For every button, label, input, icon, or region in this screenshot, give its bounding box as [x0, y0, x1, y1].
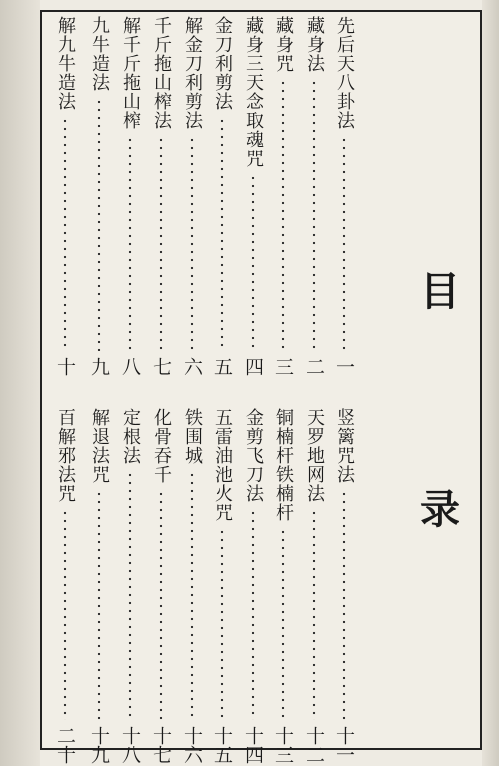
toc-entry [179, 16, 205, 376]
toc-entry-page: 五 [211, 357, 233, 376]
toc-entry-page: 二十 [54, 726, 76, 764]
toc-entry-title: 解退法咒 [89, 408, 110, 484]
dot-leader [220, 528, 224, 720]
dot-leader [251, 174, 255, 351]
dot-leader [220, 117, 224, 351]
toc-entry-page: 十 [54, 357, 76, 376]
toc-entry-page: 二 [303, 357, 325, 376]
toc-entry-page: 十八 [119, 726, 141, 764]
toc-heading-char-1: 目 [420, 268, 460, 315]
toc-entry [86, 408, 112, 764]
toc-entry [301, 408, 327, 764]
toc-entry-page: 十一 [333, 726, 355, 764]
toc-entry-page: 八 [119, 357, 141, 376]
toc-entry-title: 竖篱咒法 [334, 408, 355, 484]
page-left-margin [0, 0, 40, 766]
toc-entry [301, 16, 327, 376]
page-right-margin [482, 0, 499, 766]
toc-entry [240, 408, 266, 764]
dot-leader [342, 490, 346, 720]
toc-entry [209, 408, 235, 764]
toc-entry [209, 16, 235, 376]
toc-entry-title: 化骨吞千 [151, 408, 172, 484]
toc-entry-title: 千斤拖山榨法 [151, 16, 172, 130]
dot-leader [281, 79, 285, 351]
toc-entry-title: 先后天八卦法 [334, 16, 355, 130]
toc-entry [117, 16, 143, 376]
toc-entry-page: 十五 [211, 726, 233, 764]
toc-entry [270, 408, 296, 764]
toc-entry [148, 408, 174, 764]
dot-leader [159, 136, 163, 351]
toc-entry [52, 408, 78, 764]
toc-entry-title: 九牛造法 [89, 16, 110, 92]
dot-leader [251, 509, 255, 720]
toc-entry [240, 16, 266, 376]
dot-leader [312, 79, 316, 351]
dot-leader [97, 98, 101, 351]
dot-leader [97, 490, 101, 720]
toc-entry-page: 十六 [181, 726, 203, 764]
toc-entry [270, 16, 296, 376]
dot-leader [190, 471, 194, 720]
toc-entry-page: 一 [333, 357, 355, 376]
dot-leader [63, 117, 67, 351]
toc-entry-page: 十七 [150, 726, 172, 764]
toc-entry-page: 九 [88, 357, 110, 376]
dot-leader [128, 136, 132, 351]
toc-entry-title: 藏身法 [304, 16, 325, 73]
toc-entry [86, 16, 112, 376]
toc-entry-title: 解九牛造法 [55, 16, 76, 111]
toc-entry-title: 解金刀利剪法 [182, 16, 203, 130]
toc-entry-title: 五雷油池火咒 [212, 408, 233, 522]
toc-entry [117, 408, 143, 764]
toc-entry-title: 藏身三天念取魂咒 [243, 16, 264, 168]
dot-leader [190, 136, 194, 351]
toc-entry-title: 金刀利剪法 [212, 16, 233, 111]
toc-entry-title: 铁围城 [182, 408, 203, 465]
toc-entry-page: 六 [181, 357, 203, 376]
dot-leader [128, 471, 132, 720]
dot-leader [281, 528, 285, 720]
toc-entry-page: 十二 [303, 726, 325, 764]
toc-entry-title: 天罗地网法 [304, 408, 325, 503]
toc-entry-page: 四 [242, 357, 264, 376]
toc-entry-page: 十四 [242, 726, 264, 764]
toc-entry [52, 16, 78, 376]
toc-entry-page: 十三 [272, 726, 294, 764]
toc-entry-title: 百解邪法咒 [55, 408, 76, 503]
toc-entry [179, 408, 205, 764]
toc-entry [331, 16, 357, 376]
toc-entry-page: 十九 [88, 726, 110, 764]
toc-entry-page: 三 [272, 357, 294, 376]
dot-leader [63, 509, 67, 720]
dot-leader [159, 490, 163, 720]
toc-entry-title: 金剪飞刀法 [243, 408, 264, 503]
toc-entry-title: 定根法 [120, 408, 141, 465]
toc-entry-title: 铜楠杆铁楠杆 [273, 408, 294, 522]
toc-entry-page: 七 [150, 357, 172, 376]
toc-entry-title: 解千斤拖山榨 [120, 16, 141, 130]
toc-entry [331, 408, 357, 764]
toc-entry [148, 16, 174, 376]
dot-leader [342, 136, 346, 351]
toc-entry-title: 藏身咒 [273, 16, 294, 73]
toc-heading-char-2: 录 [420, 486, 460, 533]
dot-leader [312, 509, 316, 720]
